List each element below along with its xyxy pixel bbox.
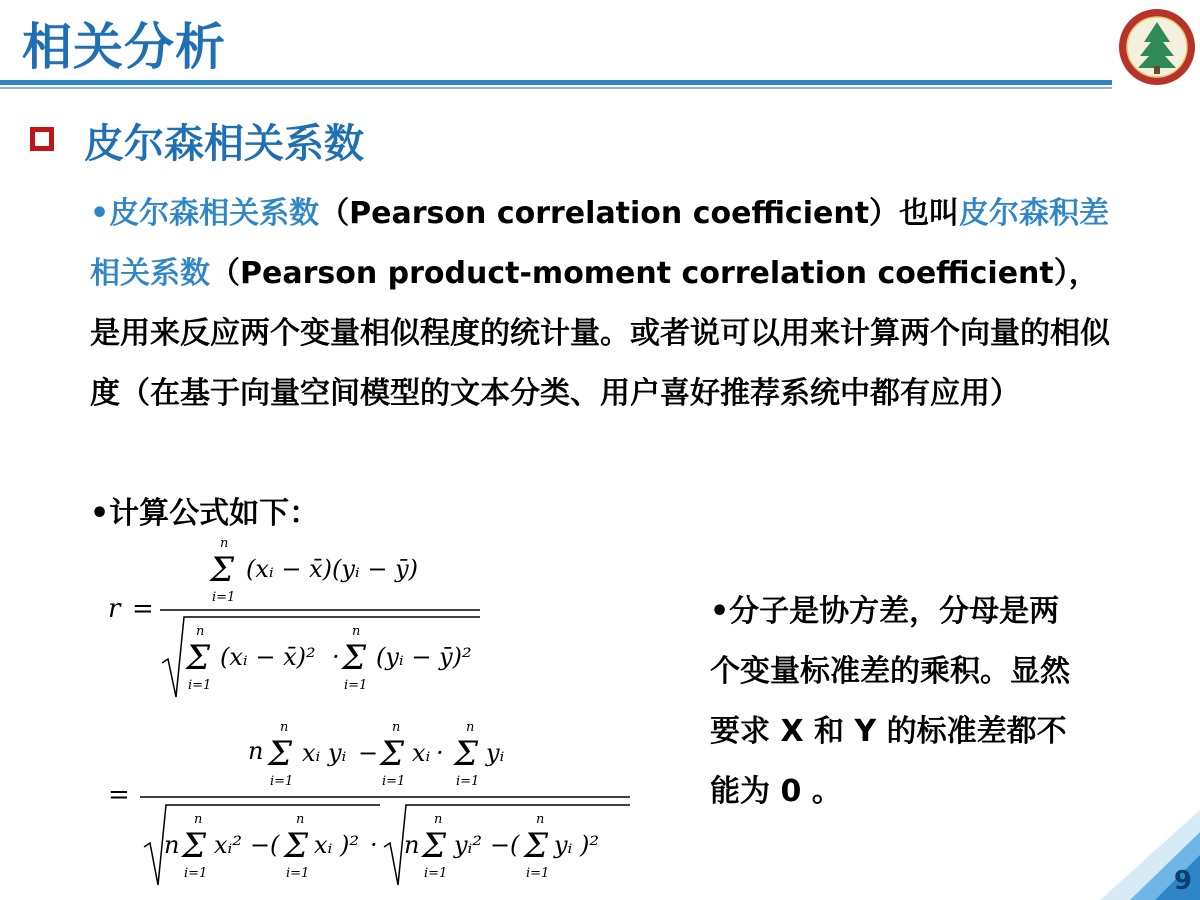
formula-intro: •计算公式如下：: [90, 496, 320, 531]
sum-top: n: [220, 536, 229, 551]
sum-top: n: [392, 720, 401, 735]
text-rest: （Pearson product-moment correlation coefficient），是用来反应两个变量相似程度的统计量。或者说可以用来计算两个向量的相似度（在基于向量空间模型的文本分类、用户喜好推荐系统中都有应用）: [90, 256, 1110, 411]
formula-eq-1: =: [132, 594, 154, 624]
sum-bottom: i=1: [286, 866, 310, 881]
sum-bottom: i=1: [526, 866, 550, 881]
dot-1: ·: [332, 643, 340, 671]
page-number: 9: [1173, 866, 1192, 896]
n: n: [164, 831, 180, 859]
xi-squared: xᵢ²: [214, 831, 242, 859]
sigma: Σ: [182, 826, 207, 866]
sum-bottom: i=1: [382, 774, 406, 789]
sum-top: n: [196, 624, 205, 639]
paren-open: (: [510, 831, 520, 859]
title-underline: [0, 80, 1112, 85]
yi: yᵢ: [486, 739, 505, 767]
formula-r: r: [108, 594, 121, 624]
pearson-formula: [100, 535, 660, 895]
minus: −: [250, 831, 271, 859]
sum-top: n: [466, 720, 475, 735]
sum-top: n: [434, 812, 443, 827]
dot-3: ·: [370, 831, 378, 859]
sigma: Σ: [342, 638, 367, 678]
term-pearson-product-moment: 皮尔森积差相关系数: [90, 196, 1110, 291]
slide-title: 相关分析: [22, 18, 226, 76]
university-logo: [1118, 8, 1196, 86]
title-underline-secondary: [0, 87, 1112, 89]
sigma: Σ: [268, 734, 293, 774]
sum-top: n: [352, 624, 361, 639]
sum-top: n: [296, 812, 305, 827]
minus: −: [358, 739, 379, 767]
sigma: Σ: [524, 826, 549, 866]
sum-bottom: i=1: [212, 590, 236, 605]
sigma: Σ: [422, 826, 447, 866]
sum-bottom: i=1: [424, 866, 448, 881]
paren-open: (: [270, 831, 280, 859]
sum-bottom: i=1: [270, 774, 294, 789]
numerator-1: (xᵢ − x̄)(yᵢ − ȳ): [246, 555, 419, 583]
n: n: [404, 831, 420, 859]
dot-2: ·: [436, 739, 444, 767]
text-mid: （Pearson correlation coefficient）也叫: [319, 196, 960, 231]
note-text: •分子是协方差，分母是两个变量标准差的乘积。显然要求 X 和 Y 的标准差都不能为 0 。: [710, 594, 1070, 809]
term-pearson: 皮尔森相关系数: [109, 196, 320, 231]
yi-squared: yᵢ²: [454, 831, 483, 859]
denominator-1b: (yᵢ − ȳ)²: [376, 643, 472, 671]
xiyi: xᵢ yᵢ: [302, 739, 347, 767]
sum-bottom: i=1: [344, 678, 368, 693]
sigma: Σ: [210, 550, 235, 590]
sum-bottom: i=1: [456, 774, 480, 789]
xi: xᵢ: [412, 739, 431, 767]
sum-bottom: i=1: [184, 866, 208, 881]
denominator-1a: (xᵢ − x̄)²: [220, 643, 316, 671]
xi: xᵢ: [314, 831, 333, 859]
sum-top: n: [536, 812, 545, 827]
section-title: 皮尔森相关系数: [84, 121, 364, 167]
sigma: Σ: [186, 638, 211, 678]
paren-close: )²: [580, 831, 599, 859]
yi: yᵢ: [554, 831, 573, 859]
sum-top: n: [194, 812, 203, 827]
minus: −: [490, 831, 511, 859]
sigma: Σ: [454, 734, 479, 774]
sum-bottom: i=1: [188, 678, 212, 693]
sigma: Σ: [284, 826, 309, 866]
sigma: Σ: [380, 734, 405, 774]
n: n: [248, 737, 264, 765]
section-checkbox-icon: [30, 127, 54, 151]
body-paragraph: [90, 184, 1120, 424]
bullet-dot: •: [90, 196, 110, 231]
sum-top: n: [280, 720, 289, 735]
formula-eq-2: =: [108, 780, 130, 810]
paren-close: )²: [340, 831, 359, 859]
